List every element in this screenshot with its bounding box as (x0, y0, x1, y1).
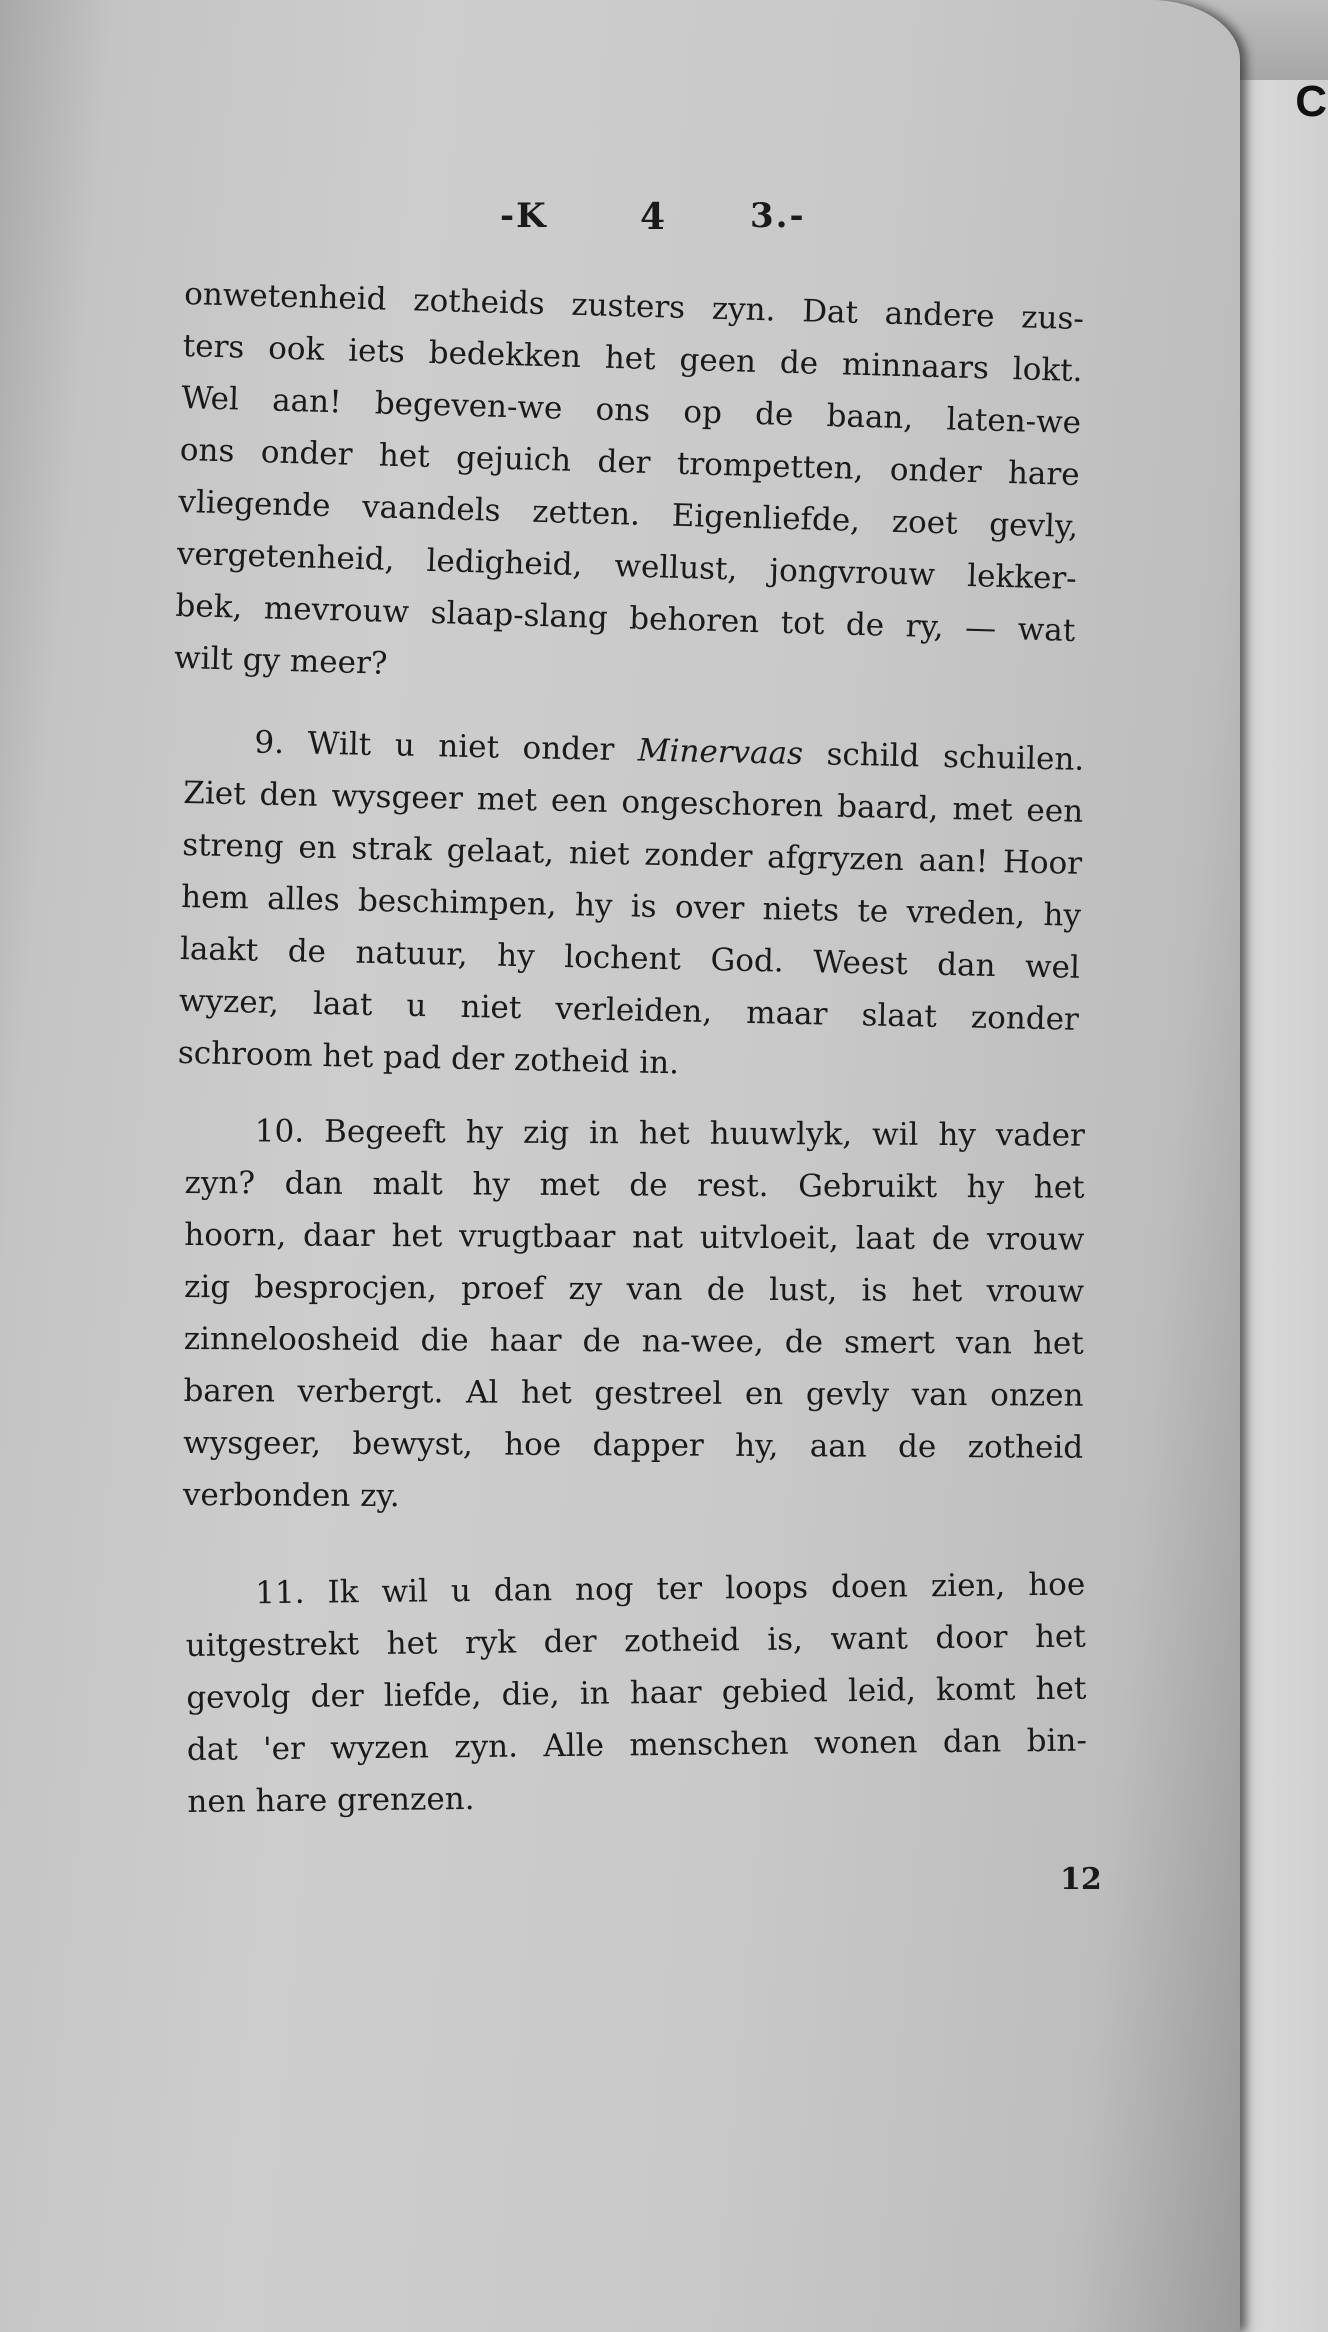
paragraph-10 (183, 1105, 1085, 1526)
corner-mark: C (1295, 77, 1327, 126)
text-line: streng en strak gelaat, niet zonder afgryzen aan! Hoor (181, 826, 1083, 882)
text-line: wilt gy meer? (173, 639, 388, 682)
text-line: Ziet den wysgeer met een ongeschoren baard, met een (182, 774, 1084, 830)
text-line: onwetenheid zotheids zusters zyn. Dat andere zus- (183, 275, 1085, 338)
catchword: 12 (1060, 1862, 1102, 1897)
text-line: hem alles beschimpen, hy is over niets te vreden, hy (180, 878, 1082, 934)
italic-name: Minervaas (637, 732, 804, 772)
text-line: zyn? dan malt hy met de rest. Gebruikt hy het (184, 1164, 1085, 1206)
text-line: ons onder het gejuich der trompetten, onder hare (179, 431, 1081, 494)
text-line: verbonden zy. (182, 1476, 400, 1515)
text-line: schroom het pad der zotheid in. (177, 1034, 680, 1082)
text-line: laakt de natuur, hy lochent God. Weest dan wel (179, 930, 1081, 986)
text-line: vergetenheid, ledigheid, wellust, jongvrouw lekker- (176, 535, 1078, 598)
paragraph-11 (185, 1559, 1088, 1828)
text-line: dat 'er wyzen zyn. Alle menschen wonen dan bin- (186, 1722, 1088, 1768)
text-line: nen hare grenzen. (187, 1780, 475, 1820)
text-line: wyzer, laat u niet verleiden, maar slaat zonder (178, 982, 1080, 1038)
text-line: wysgeer, bewyst, hoe dapper hy, aan de zotheid (183, 1424, 1084, 1466)
text-line: baren verbergt. Al het gestreel en gevly van onzen (183, 1372, 1084, 1414)
paragraph-9 (177, 715, 1084, 1098)
text-line: gevolg der liefde, die, in haar gebied leid, komt het (186, 1670, 1087, 1716)
text-line: vliegende vaandels zetten. Eigenliefde, zoet gevly, (177, 483, 1079, 546)
text-line: hoorn, daar het vrugtbaar nat uitvloeit, laat de vrouw (184, 1216, 1085, 1258)
header-ornament-right: 3.- (750, 196, 806, 236)
paragraph-continuation (173, 268, 1084, 709)
text-line: bek, mevrouw slaap-slang behoren tot de ry, — wat (175, 587, 1076, 649)
header-ornament-left: -K (500, 196, 548, 236)
text-line: zinneloosheid die haar de na-wee, de smert van het (183, 1320, 1084, 1362)
text-line: 10. Begeeft hy zig in het huuwlyk, wil hy vader (254, 1113, 1085, 1154)
text-line: ters ook iets bedekken het geen de minnaars lokt. (182, 327, 1083, 390)
text-line: Wel aan! begeven-we ons op de baan, laten-we (180, 379, 1082, 442)
text-line-with-italic: 9. Wilt u niet onder Minervaas schild schuilen. (254, 724, 1085, 778)
text-line: zig besprocjen, proef zy van de lust, is het vrouw (183, 1268, 1085, 1310)
page-number: 4 (640, 196, 666, 238)
text-line: uitgestrekt het ryk der zotheid is, want door het (185, 1618, 1086, 1664)
text-line: 11. Ik wil u dan nog ter loops doen zien, hoe (255, 1566, 1086, 1612)
